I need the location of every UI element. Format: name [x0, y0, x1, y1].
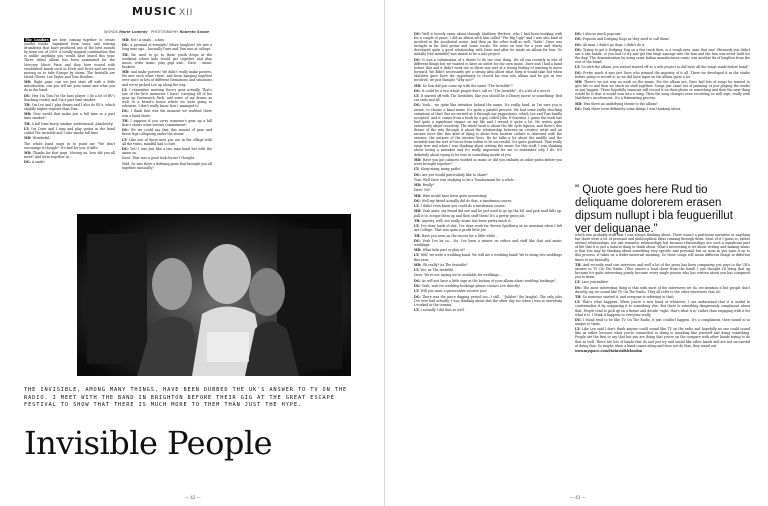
- speaker-initials: MD:: [575, 80, 584, 85]
- speaker-initials: LT:: [414, 167, 421, 172]
- col5-paragraph: [575, 233, 750, 262]
- paragraph-text: Well my friend actually did do that, a tinsdemon course.: [421, 198, 513, 203]
- paragraph-text: Are you would particularly like to share?: [421, 172, 488, 177]
- page-number-right: — 43 —: [570, 495, 586, 500]
- col3-paragraph: [414, 204, 562, 208]
- paragraph-text: Have you got cabinets worked in music or did you embark on other paths before you were brought together?: [414, 157, 562, 166]
- paragraph-text: I remember meeting Dave's gear actually. That's one of the first memories I have! Carrying all of his gear up Dartmouth Park, and some of my drums as well, to a friend's house where we were going to rehearse. I don't really know how I managed it!: [122, 87, 212, 109]
- paragraph-text: The most interesting thing is that with most of the interviews we do, we mention it but people don't directly say we sound like TV On The Radio. They all refer to the other interviews that do.: [575, 285, 750, 294]
- paragraph-text: Popcorn and Dodging Dogs as they used to call them!: [582, 37, 670, 42]
- article-headline: Invisible People: [24, 424, 272, 462]
- paragraph-text: Anyway, well, not really, music has been pretty much it.: [421, 218, 512, 223]
- paragraph-text: Many many, many paths!: [420, 167, 461, 172]
- paragraph-text: What tubs part or play at?: [422, 248, 466, 253]
- col3-paragraph: [414, 284, 562, 288]
- col3-paragraph: [414, 239, 562, 247]
- speaker-initials: MD:: [414, 183, 423, 188]
- col3-paragraph: [414, 158, 562, 166]
- paragraph-text: Will you want a gatecrasher receive you!: [420, 289, 487, 294]
- paragraph-text: That's what happens. When you're a new band or whatever, I can understand that it is useful to contextualise it by comparing it to something else. But there is something dangerously complacent about that. People tend to pick up on a theme and decide "right, that's what it is" rather than engaging with it for what it is. I think it happens to everyone really.: [575, 300, 750, 317]
- speaker-initials: MD:: [414, 262, 423, 267]
- pull-quote: " Quote goes here Rud tio deliquame dolorerem erasen dipsum nullupt i bla feuguerillut ver deliquanae.": [575, 184, 733, 235]
- paragraph-text: I'm Lee and I play drums and I also do BV's, which slightly higher register than Tom.: [24, 102, 115, 112]
- speaker-initials: TH:: [122, 52, 132, 57]
- intro-col2-paragraph: [122, 147, 212, 155]
- intro-qa: [24, 80, 115, 164]
- paragraph-text: Thanks for that guys. Moving on, how did you all meet? And form together in...: [24, 151, 115, 160]
- speaker-initials: DG:: [414, 32, 423, 36]
- col5-list: [575, 233, 750, 348]
- col3-paragraph: [414, 248, 562, 252]
- col3-list: [414, 32, 562, 312]
- col5-paragraph: [575, 318, 750, 326]
- col3-paragraph: [414, 173, 562, 177]
- paragraph-text: Well it loosely came about through Matthew Herbert, who I had been working with for a couple of years. I did an album with him called "The Big Ugly" and I was also kind of involved in the Accidental scene. And then on the other stuff as well, "Sada". Dave was brought in for lead guitar and some vocals. We went on tour for a year and Marty developed quite a good relationship with Dave and after he made an album for him. So initially [the invisible] was meant to be a solo project.: [414, 32, 562, 57]
- intro-qa-paragraph: [24, 112, 115, 120]
- paragraph-text: Dave: No!: [414, 188, 431, 193]
- speaker-initials: DG:: [414, 57, 423, 62]
- paragraph-text: Ah man, I didn't go dogs, I didn't do it.: [582, 42, 646, 47]
- paragraph-text: There's we not way on work on the music. For the album yes. Dave had lots of songs he wanted to give life to and then we stuck on stuff together. Songs just came out of jamming or just playing the studio or just happen. These hopefully someone will record it on their phone or something and then the next thing would be is that it would turn into a song. Then the song changes even recording as well sign, really with Matthew's involvement. It's a fermenting process.: [575, 80, 750, 101]
- speaker-initials: MD:: [122, 70, 131, 75]
- paragraph-text: Trying to get a Dodging Dog on a few track then, is a tough area, man that one! Obviously you didn't see a one hands, or you had to try and get this huge sausage into the bun and the bun was never built for the dog! The demonstration by using some Indian manufactures comic was another fix of laughter from the rest of the band!: [575, 47, 750, 65]
- paragraph-text: Yeah mate, my friend did one and he just used to go up the M1 and pick road kills up, pull it to, scrape them up and then stuff them! It's a pretty gross job.: [414, 209, 562, 218]
- paragraph-text: So how did you come up with the name "The Invisible"?: [422, 83, 513, 88]
- byline: [104, 30, 209, 34]
- col4-paragraph: [575, 107, 750, 111]
- paragraph-text: I didn't even know you could do a tinsdemon course.: [420, 204, 506, 209]
- speaker-initials: TH:: [122, 118, 131, 123]
- paragraph-text: Oh really? As The Invisible?: [422, 262, 468, 267]
- speaker-initials: MD:: [414, 209, 423, 214]
- intro-col2-paragraph: [122, 88, 212, 108]
- col3-paragraph: [414, 183, 562, 187]
- speaker-initials: DG:: [575, 32, 583, 36]
- col4-list: [575, 32, 750, 111]
- paragraph-text: Now would that make you a full time or a part time smoker?: [24, 112, 115, 121]
- paragraph-text: Lace journalists!: [581, 280, 609, 285]
- speaker-initials: LT:: [575, 65, 582, 70]
- intro-qa-paragraph: [24, 80, 115, 92]
- speaker-initials: LT:: [414, 224, 421, 229]
- paragraph-text: Yeah I've be so... No, I've been a runner on videos and stuff like that and music weddings.: [414, 238, 562, 247]
- speaker-initials: DG:: [575, 70, 584, 75]
- speaker-initials: DG:: [414, 278, 422, 283]
- speaker-initials: MD:: [24, 80, 34, 85]
- speaker-initials: DG:: [122, 43, 131, 48]
- paragraph-text: Yeah there were definitely some things I was thinking about,: [582, 107, 682, 111]
- col3-paragraph: [414, 289, 562, 293]
- col3-paragraph: [414, 178, 562, 182]
- intro-qa-paragraph: [24, 136, 115, 140]
- paragraph-text: I've done loads of shit. I've done work for Steven Spielberg as an assistant when I left Art College. That was quite a profit little job.: [414, 224, 562, 233]
- body-column-4: [575, 32, 750, 180]
- col4-paragraph: [575, 48, 750, 64]
- lead-tag: The Londors: [25, 38, 49, 42]
- masthead-title: MUSIC: [132, 5, 177, 18]
- paragraph-text: Like Lee said I don't think anyone could sound like TV on the radio and hopefully no one could sound like us either because what you're committed to doing is sounding like yourself and doing something. People are the first to say that but you are doing that you're on the compare with other bands trying to do that as well. There are lots of bands that do and just try and sound like other bands and are not successful at doing that. So maybe when a band comes along and does not do that, they stand out.: [575, 327, 750, 348]
- speaker-initials: DG:: [414, 198, 422, 203]
- paragraph-text: Not! A smile... a kiss.: [130, 38, 165, 42]
- paragraph-text: Dave: That was a good look for me I thought.: [122, 156, 196, 161]
- speaker-initials: DG:: [414, 238, 423, 243]
- col3-paragraph: [414, 167, 562, 171]
- speaker-initials: MD:: [24, 136, 33, 141]
- paragraph-text: Really?: [422, 183, 435, 188]
- paragraph-text: Well, we were a wedding band. We still are a wedding band! We're doing two weddings this year.: [414, 253, 562, 262]
- paragraph-text: A pyramid of strength! (More laughter) We met a long time ago... basically Dave and Tom met at college.: [122, 43, 212, 52]
- speaker-initials: LT:: [575, 327, 582, 332]
- body-column-3: [414, 32, 562, 494]
- paragraph-text: Yeah, wait for wedding bookings please contact Lee directly!: [421, 283, 521, 288]
- col3-paragraph: [414, 94, 562, 102]
- speaker-initials: DG:: [24, 93, 32, 98]
- paragraph-text: A full time heavy smoker, professional. Absolutely!: [31, 121, 114, 126]
- paragraph-text: We we could say that this mound of gear and these legs collapsing under the strain!: [122, 128, 212, 137]
- paragraph-text: Wait would have been quite interesting!: [422, 193, 488, 198]
- col5-paragraph: [575, 286, 750, 294]
- speaker-initials: TH:: [414, 233, 422, 238]
- paragraph-text: It was a culmination of a desire to do our own thing. We all ran recently in lots of different things but we wanted to have an outlet for our own music. Dave and I had a band before that and it didn't work out so there was sort of a strong feeling of wanting to move forward. We didn't necessarily get a strong idea about what form it would take but when Matthew gave Dave the opportunity to record his own solo album and he got us two involved, we just thought "Why not?": [414, 57, 562, 83]
- col5-paragraph: [575, 300, 750, 316]
- intro-qa-paragraph: [24, 103, 115, 111]
- col4-paragraph: [575, 102, 750, 106]
- speaker-initials: DG:: [414, 283, 422, 288]
- intro-col2-paragraph: [122, 43, 212, 51]
- col5-paragraph: [575, 327, 750, 347]
- speaker-initials: LT:: [414, 268, 421, 273]
- intro-col2-paragraph: [122, 162, 212, 170]
- intro-col2-paragraph: [122, 38, 212, 42]
- paragraph-text: Pretty much it was just Dave who penned the majority of it all. There we developed it in the studio before going to record it, so we did have input on the album quite a lot.: [575, 70, 750, 79]
- col4-paragraph: [575, 43, 750, 47]
- intro-qa-paragraph: [24, 122, 115, 126]
- col4-paragraph: [575, 32, 750, 36]
- paragraph-text: I'm Dave and I sing and play guitar in the band called The Invisible and I also smoke full time.: [24, 127, 115, 136]
- intro-col2-paragraph: [122, 156, 212, 160]
- paragraph-text: I stand tend to be like TV On The Radio, it just couldn't happen. It's a compliment, their sound is so unique to them.: [575, 317, 750, 326]
- col5-paragraph: [575, 295, 750, 299]
- intro-column-2: [122, 38, 212, 208]
- speaker-initials: TH:: [575, 262, 583, 267]
- speaker-initials: LT:: [414, 289, 421, 294]
- speaker-initials: DG:: [575, 37, 583, 42]
- intro-col2-paragraph: [122, 119, 212, 127]
- col3-paragraph: [414, 84, 562, 88]
- intro-col2-paragraph: [122, 109, 212, 117]
- paragraph-text: Yes! I was just like a two man band but with the amen on.: [122, 146, 212, 156]
- col4-paragraph: [575, 65, 750, 69]
- paragraph-text: Dave: We're not saying we're available for weddings...: [414, 273, 502, 278]
- speaker-initials: LT:: [414, 94, 421, 99]
- paragraph-text: Was there an underlying theme to the album?: [583, 101, 658, 106]
- col3-paragraph: [414, 308, 562, 312]
- masthead: [132, 5, 193, 18]
- col3-paragraph: [414, 89, 562, 93]
- intro-col2-paragraph: [122, 138, 212, 146]
- paragraph-text: Like one of those men you see in the village with all the twins, mindful had to hire.: [122, 137, 212, 146]
- page-number-left: — 42 —: [185, 495, 201, 500]
- paragraph-text: It started off with The Invisibles, like you should be a Disney movie or something! Red cat suits and all.: [414, 94, 562, 103]
- speaker-initials: MD:: [575, 101, 584, 106]
- right-page: [384, 0, 768, 506]
- intro-column-1: [24, 38, 115, 208]
- speaker-initials: TH:: [414, 218, 422, 223]
- paragraph-text: and make posters! We didn't really make posters. We met each other there, and been hanging together ever since in lots of different formations and situations and we've picked Lee up along the way.: [122, 70, 212, 87]
- col3-paragraph: [414, 273, 562, 277]
- col3-paragraph: [414, 199, 562, 203]
- col3-paragraph: [414, 268, 562, 272]
- band-photo: [77, 214, 351, 376]
- col3-paragraph: [414, 209, 562, 217]
- speaker-initials: DG:: [414, 88, 422, 93]
- speaker-initials: DG:: [414, 294, 423, 299]
- speaker-initials: MD:: [414, 157, 423, 162]
- col4-paragraph: [575, 80, 750, 100]
- col3-paragraph: [414, 263, 562, 267]
- intro-qa-paragraph: [24, 142, 115, 150]
- body-column-5: [575, 233, 750, 495]
- col3-paragraph: [414, 194, 562, 198]
- col3-paragraph: [414, 295, 562, 307]
- paragraph-text: I also so much popcorn!: [582, 32, 622, 36]
- intro-col2-list: [122, 38, 212, 170]
- speaker-initials: TH:: [24, 121, 32, 126]
- speaker-initials: DG:: [575, 317, 584, 322]
- speaker-initials: MD:: [414, 83, 423, 88]
- paragraph-text: which was probably stuff that I was always thinking about. There wasn't a particular narrative or anything but there were a lot of personal and philosophical ideas running through them. Most of it I guess is, rather around relationships, not just romantic relationships but because relationships are such a significant part of life that it is just a natural thing to think about. What's interesting is we about writing and making music is that you may be thinking about something very specific and personal, but as soon as you open it up to this process, it takes on a wider universal meaning. So those songs will mean different things at different times to me basically.: [575, 233, 750, 262]
- speaker-initials: LT:: [122, 137, 129, 142]
- speaker-initials: MD:: [122, 38, 131, 42]
- paragraph-text: Wonderful!: [32, 136, 51, 141]
- speaker-initials: MD:: [24, 112, 34, 117]
- paragraph-text: I actually I did that as well.: [420, 307, 465, 312]
- paragraph-text: Hey I'm Tom I'm the bass player. I do a lot of BV's (backing vocals) and I'm a part time smoker.: [24, 93, 115, 102]
- band-photo-image: [77, 214, 351, 376]
- speaker-initials: DG:: [122, 146, 131, 151]
- col3-paragraph: [414, 32, 562, 57]
- speaker-initials: DG:: [122, 109, 131, 114]
- intro-col2-paragraph: [122, 53, 212, 69]
- speaker-initials: DG:: [575, 47, 583, 52]
- paragraph-text: So someone started it, and everyone is referring to that!: [582, 295, 675, 300]
- paragraph-text: Wild. So was there a defining point that brought you all together musically?: [122, 161, 212, 170]
- byline-photographer: Roberto Sonse: [179, 30, 210, 34]
- speaker-initials: LT:: [414, 204, 421, 209]
- paragraph-text: We used to go to these youth drops at the weekend where kids would get together and play music, write music, play gigs and... Dave: ...music baskets!: [122, 52, 212, 69]
- paragraph-text: Yes, as The Invisible.: [420, 268, 455, 273]
- col3-paragraph: [414, 234, 562, 238]
- col3-paragraph: [414, 253, 562, 261]
- intro-qa-paragraph: [24, 127, 115, 135]
- col4-paragraph: [575, 71, 750, 79]
- paragraph-text: I suppose if you carry someone's gear up a hill that's shows some serious commitment!: [122, 118, 212, 127]
- speaker-initials: MD:: [414, 248, 423, 253]
- paragraph-text: And recently read one interview and well a lot of the press has been comparing you guys to the UK's answer to TV On The Radio. (This causes a loud cheer from the band) I just thought I'd bring that up because it's quite interesting purely because every single person who has written about you has compared you to them.: [575, 262, 750, 280]
- masthead-suffix: XII: [178, 8, 194, 18]
- col3-paragraph: [414, 58, 562, 83]
- speaker-initials: TH:: [575, 295, 583, 300]
- intro-qa-paragraph: [24, 160, 115, 164]
- col5-paragraph: [575, 263, 750, 279]
- paragraph-text: Right guys, can we just start off with a little introduction, can you tell me your name and what you do in the band.: [24, 80, 115, 93]
- paragraph-text: It could be a two whole people don't call us "The Invisible", it's a bit of a secret.: [421, 88, 551, 93]
- paragraph-text: The whole band stays in to paint me "We don't encourage it though!" It's bad for you, it kills!: [24, 141, 115, 150]
- speaker-initials: DG:: [24, 160, 32, 165]
- speaker-initials: DG:: [575, 285, 584, 290]
- intro-col2-paragraph: [122, 128, 212, 136]
- paragraph-text: I think that was the moment we realised there was a band there.: [122, 109, 212, 118]
- paragraph-text: So with the album, you waited started off as a solo project so did have all the songs made before hand?: [581, 65, 749, 70]
- intro-qa-paragraph: [24, 151, 115, 159]
- speaker-initials: DG:: [414, 103, 423, 108]
- col4-paragraph: [575, 37, 750, 41]
- speaker-initials: LT:: [414, 307, 421, 312]
- paragraph-text: As will you have a little sign at the bottom of your album about wedding bookings?: [421, 278, 556, 283]
- speaker-initials: MD:: [414, 193, 423, 198]
- speaker-initials: MD:: [24, 151, 33, 156]
- speaker-initials: LT:: [122, 87, 130, 92]
- speaker-initials: DG:: [414, 172, 422, 177]
- paragraph-text: A smile!: [31, 160, 45, 165]
- intro-col2-paragraph: [122, 70, 212, 86]
- speaker-initials: LT:: [414, 253, 421, 258]
- byline-author: Marie Lomedy: [119, 30, 148, 34]
- speaker-initials: DG:: [575, 42, 583, 47]
- col3-paragraph: [414, 224, 562, 232]
- paragraph-text: There was the piece digging period too...I still... "Jubilee" (he laughs). The only jobs I've ever had actually. I was thinking about this the other day too when I was at university I worked in the cinema.: [414, 294, 562, 307]
- speaker-initials: LT:: [24, 127, 32, 131]
- intro-qa-paragraph: [24, 94, 115, 102]
- speaker-initials: LT:: [575, 280, 582, 285]
- website-link[interactable]: www.myspace.com/theinvisiblelondon: [575, 348, 643, 353]
- paragraph-text: Tom: Well Dave was studying to be a Tinsdaemant for a while...: [414, 177, 517, 182]
- byline-words-label: WORDS: [104, 30, 118, 34]
- col3-paragraph: [414, 219, 562, 223]
- paragraph-text: Have you seen on the excess for a little while...: [421, 233, 498, 238]
- intro-lead: The Londors are best coming together to create soulful tracks. Ingrained from tours and stirring drumbeats that have produced one of the best sounds by some out of 2009. A totally magical combination that is unlike anything you would have heard this year. Three debut album has been nominated for the Mercury Music Prize and they have toured with established bands such as Feels and Drive and are now moving on to take Europe by storm. The frontalls are David Glover, Lee Taylor and Tom Heather.: [24, 38, 115, 79]
- speaker-initials: DG:: [575, 107, 583, 111]
- paragraph-text: Yeah... we quite like intention behind the name. It's really hard, as I'm sure you is aware, to choose a band name. It's quite a painful process. We had some really shocking variations of that! But we arrived at it through our suggestions, which Lee and Tom hardly accepted. And it comes from a book by a guy called John D'Gourdon. I guess the book has had quite a significant impact on my life and I reread it quite a lot. He writes quite extensively about creativity. The whole book is about the life cycle figures, and there's this theme of the way through it about the relationship between an creative artist and an unseen force like this kind of thing is about how modern culture is obsessed with the exterior, the outputs of the interior lives. He be talks a lot about the middle and the invisible and the sort of forces from within to be successful. It's quite profound. That really rings true and when I was thinking about writing the music for this stuff, I was thinking about loving a mistakes and it's really important for me to remember why I do. It's definitely about trying to be true to something inside of you.: [414, 103, 562, 157]
- byline-photos-label: PHOTOGRAPHY: [151, 30, 179, 34]
- speaker-initials: TH:: [24, 102, 32, 107]
- col3-paragraph: [414, 103, 562, 156]
- col3-paragraph: [414, 188, 562, 192]
- speaker-initials: DG:: [122, 128, 131, 133]
- article-tagline: THE INVISIBLE, AMONG MANY THINGS, HAVE BEEN DUBBED THE UK'S ANSWER TO TV ON THE RADIO. I MEET WITH THE BAND IN BRIGHTON BEFORE THEIR GIG AT THE GREAT ESCAPE FESTIVAL TO SHOW THAT THERE IS MUCH MORE TO THEM THAN JUST THE HYPE.: [24, 387, 348, 409]
- col5-paragraph: [575, 280, 750, 284]
- col3-paragraph: [414, 279, 562, 283]
- speaker-initials: LT:: [575, 300, 583, 305]
